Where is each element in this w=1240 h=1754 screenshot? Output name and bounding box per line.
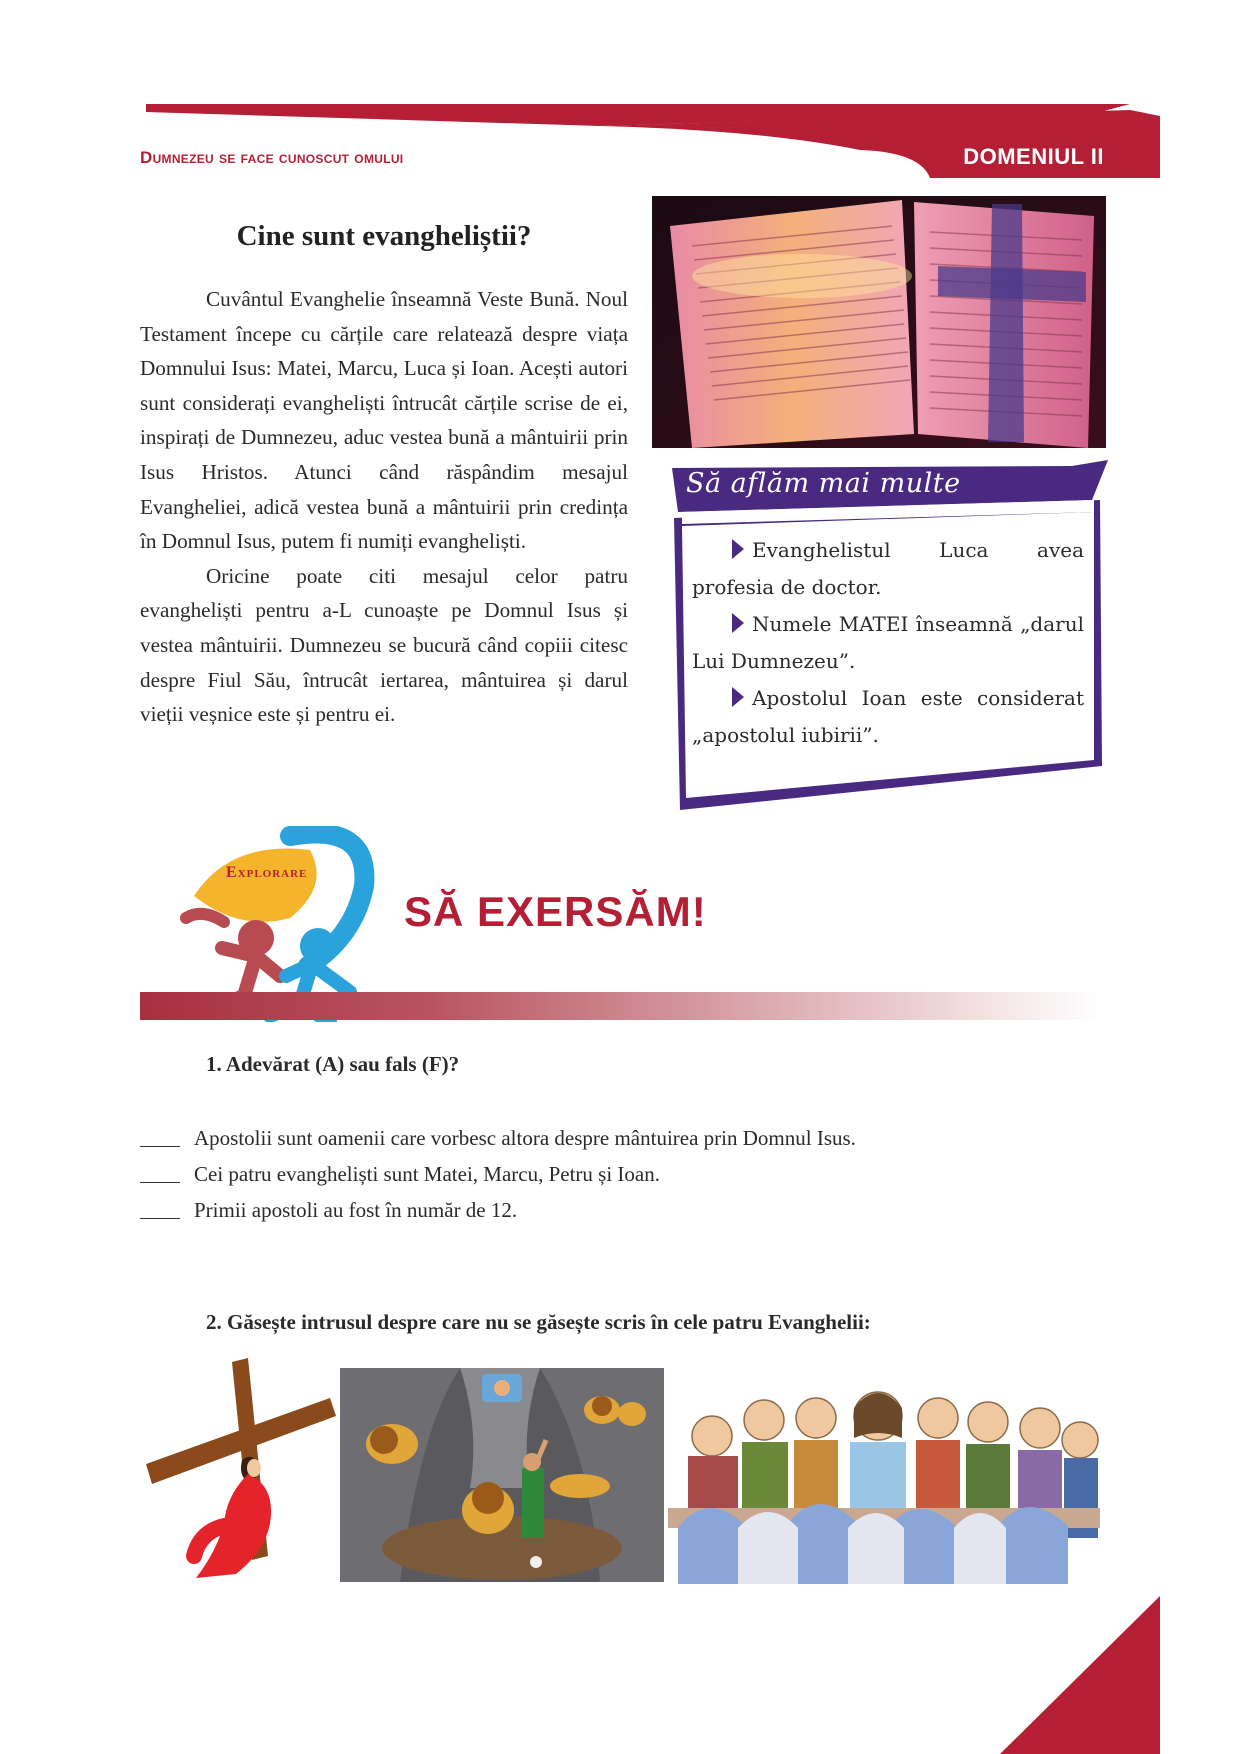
- answer-blank[interactable]: [140, 1165, 180, 1183]
- true-false-row: [140, 1126, 856, 1151]
- article-paragraph: Oricine poate citi mesajul celor patru evangheliști pentru a-L cunoaște pe Domnul Isus și vestea mântuirii. Dumnezeu se bucură când copiii citesc despre Fiul Său, întrucât iertarea, mântuirea și darul vieții veșnice este și pentru ei.: [140, 563, 628, 727]
- domain-label: DOMENIUL II: [963, 144, 1104, 169]
- exercise-1-question: 1. Adevărat (A) sau fals (F)?: [206, 1052, 460, 1076]
- explorare-tag: Explorare: [226, 864, 308, 881]
- statement-text: Primii apostoli au fost în număr de 12.: [194, 1198, 518, 1222]
- last-supper-image[interactable]: [668, 1378, 1100, 1584]
- true-false-row: [140, 1162, 660, 1187]
- section-divider-bar: [140, 992, 1100, 1020]
- daniel-lions-den-image[interactable]: [340, 1368, 664, 1582]
- triangle-bullet-icon: [732, 539, 744, 559]
- info-box: [652, 460, 1114, 810]
- page-number: 45: [1112, 1590, 1133, 1614]
- answer-blank[interactable]: [140, 1129, 180, 1147]
- info-item-text: Evanghelistul Luca avea profesia de doctor.: [692, 538, 1084, 599]
- info-item-text: Apostolul Ioan este considerat „apostolul iubirii”.: [692, 686, 1084, 747]
- page-corner-triangle: [1000, 1596, 1240, 1754]
- triangle-bullet-icon: [732, 687, 744, 707]
- list-item: [692, 532, 1084, 606]
- list-item: [692, 680, 1084, 754]
- statement-text: Apostolii sunt oamenii care vorbesc altora despre mântuirea prin Domnul Isus.: [194, 1126, 856, 1150]
- article-body: [140, 282, 628, 732]
- bible-cross-image: [652, 196, 1106, 448]
- statement-text: Cei patru evangheliști sunt Matei, Marcu, Petru și Ioan.: [194, 1162, 660, 1186]
- chapter-title: Dumnezeu se face cunoscut omului: [140, 148, 404, 167]
- info-box-list: [692, 532, 1084, 754]
- article-paragraph: Cuvântul Evanghelie înseamnă Veste Bună. Noul Testament începe cu cărțile care relatează despre viața Domnului Isus: Matei, Marcu, Luca și Ioan. Acești autori sunt considerați evangheliști întrucât cărțile scrise de ei, inspirați de Dumnezeu, aduc vestea bună a mântuirii prin Isus Hristos. Atunci când răspândim mesajul Evangheliei, adică vestea bună a mântuirii prin credința în Domnul Isus, putem fi numiți evangheliști.: [140, 287, 628, 554]
- true-false-row: [140, 1198, 517, 1223]
- exercise-2-question: 2. Găsește intrusul despre care nu se găsește scris în cele patru Evanghelii:: [206, 1310, 871, 1334]
- article-title: Cine sunt evangheliștii?: [236, 220, 532, 252]
- info-item-text: Numele MATEI înseamnă „darul Lui Dumnezeu”.: [692, 612, 1084, 673]
- info-box-title: Să aflăm mai multe: [686, 468, 961, 499]
- answer-blank[interactable]: [140, 1201, 180, 1219]
- jesus-carrying-cross-image[interactable]: [140, 1356, 340, 1586]
- list-item: [692, 606, 1084, 680]
- section-heading: SĂ EXERSĂM!: [404, 888, 707, 935]
- triangle-bullet-icon: [732, 613, 744, 633]
- header-band: [0, 0, 1240, 200]
